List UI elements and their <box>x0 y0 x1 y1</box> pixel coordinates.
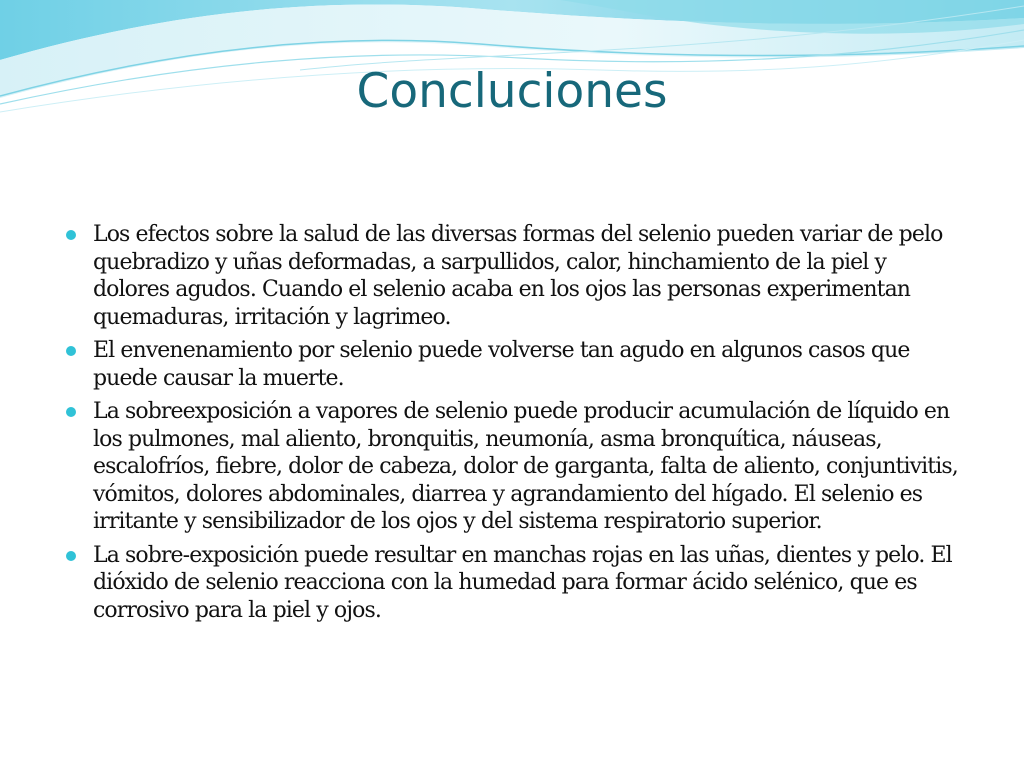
bullet-dot-icon <box>66 407 76 417</box>
bullet-item <box>66 398 966 536</box>
bullet-item <box>66 542 966 625</box>
slide-title: Concluciones <box>356 64 668 119</box>
bullet-dot-icon <box>66 230 76 240</box>
bullet-dot-icon <box>66 346 76 356</box>
bullet-dot-icon <box>66 551 76 561</box>
bullet-text: La sobreexposición a vapores de selenio puede producir acumulación de líquido en los pulmones, mal aliento, bronquitis, neumonía, asma bronquítica, náuseas, escalofríos, fiebre, dolor de cabeza, dolor de garganta, falta de aliento, conjuntivitis, vómitos, dolores abdominales, diarrea y agrandamiento del hígado. El selenio es irritante y sensibilizador de los ojos y del sistema respiratorio superior. <box>93 399 958 534</box>
bullet-item <box>66 337 966 392</box>
bullet-text: El envenenamiento por selenio puede volverse tan agudo en algunos casos que puede causar la muerte. <box>93 338 910 391</box>
bullet-text: La sobre-exposición puede resultar en manchas rojas en las uñas, dientes y pelo. El dióxido de selenio reacciona con la humedad para formar ácido selénico, que es corrosivo para la piel y ojos. <box>93 542 952 623</box>
bullet-text: Los efectos sobre la salud de las diversas formas del selenio pueden variar de pelo quebradizo y uñas deformadas, a sarpullidos, calor, hinchamiento de la piel y dolores agudos. Cuando el selenio acaba en los ojos las personas experimentan quemaduras, irritación y lagrimeo. <box>93 222 943 330</box>
bullet-list <box>66 221 966 630</box>
bullet-item <box>66 221 966 331</box>
